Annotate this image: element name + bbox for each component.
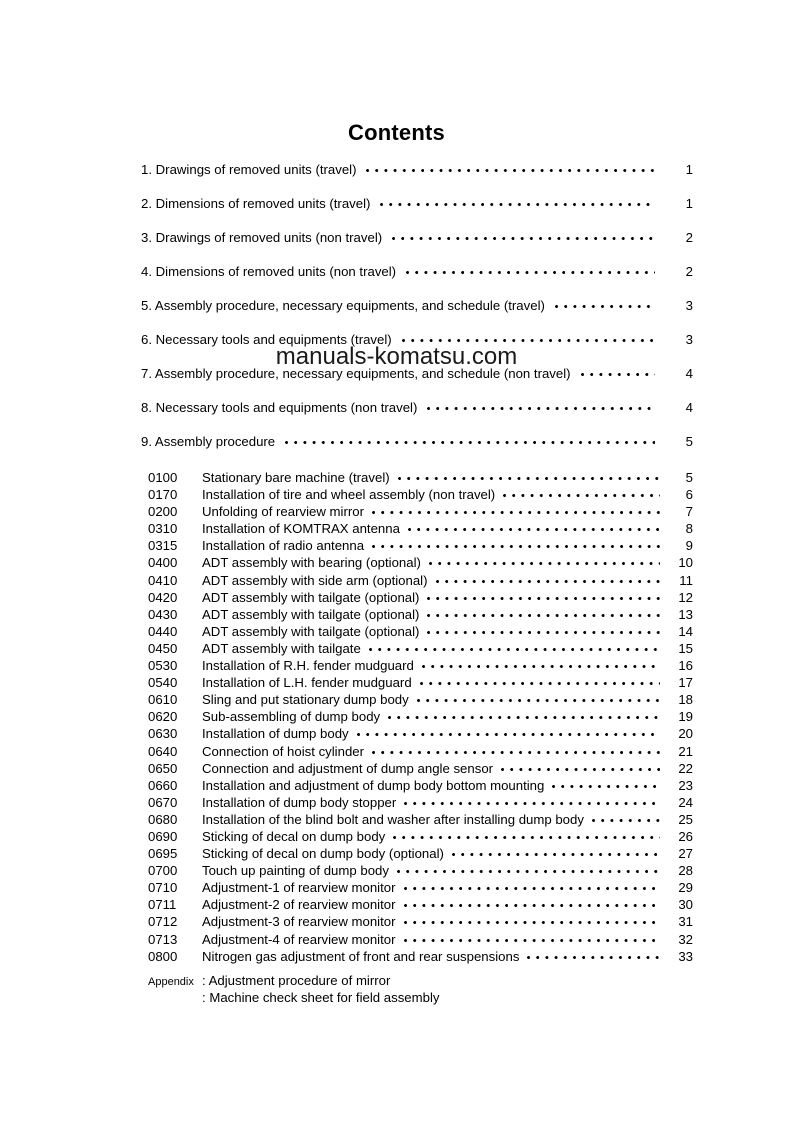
toc-chapter-row[interactable] [141,263,693,297]
dot-leader [420,674,660,687]
dot-leader [408,520,660,533]
toc-procedure-page-number: 28 [678,863,693,879]
toc-procedure-code: 0640 [148,743,178,759]
toc-procedure-row[interactable] [148,572,693,589]
procedure-list [148,469,693,965]
toc-chapter-page-number: 3 [685,298,693,313]
toc-procedure-code: 0660 [148,777,178,793]
toc-procedure-code: 0630 [148,726,178,742]
dot-leader [503,486,660,499]
toc-procedure-label: Adjustment-4 of rearview monitor [202,931,396,947]
toc-procedure-label: Adjustment-3 of rearview monitor [202,914,396,930]
dot-leader [501,760,660,773]
dot-leader [427,399,655,412]
toc-procedure-row[interactable] [148,725,693,742]
toc-chapter-page-number: 4 [685,400,693,415]
toc-procedure-code: 0700 [148,863,178,879]
dot-leader [427,589,660,602]
watermark: manuals-komatsu.com [275,343,518,370]
dot-leader [372,503,660,516]
dot-leader [398,469,660,482]
toc-chapter-label: 8. Necessary tools and equipments (non travel) [141,400,418,415]
toc-procedure-row[interactable] [148,623,693,640]
toc-procedure-row[interactable] [148,503,693,520]
dot-leader [581,365,655,378]
toc-procedure-code: 0690 [148,828,178,844]
toc-chapter-page-number: 2 [685,230,693,245]
toc-chapter-row[interactable] [141,433,693,467]
toc-chapter-label: 4. Dimensions of removed units (non travel) [141,264,397,279]
toc-procedure-page-number: 7 [685,504,693,520]
toc-procedure-row[interactable] [148,948,693,965]
toc-procedure-row[interactable] [148,913,693,930]
toc-procedure-label: Installation of dump body stopper [202,794,397,810]
dot-leader [388,708,660,721]
toc-procedure-page-number: 32 [678,931,693,947]
toc-procedure-code: 0315 [148,538,178,554]
toc-procedure-row[interactable] [148,708,693,725]
toc-procedure-row[interactable] [148,760,693,777]
toc-procedure-label: Unfolding of rearview mirror [202,504,364,520]
toc-procedure-page-number: 12 [678,589,693,605]
toc-chapter-label: 1. Drawings of removed units (travel) [141,162,357,177]
dot-leader [366,161,655,174]
toc-chapter-row[interactable] [141,297,693,331]
toc-procedure-label: ADT assembly with tailgate (optional) [202,623,420,639]
dot-leader [527,948,660,961]
dot-leader [404,931,661,944]
page-title: Contents [348,120,445,145]
toc-procedure-label: Sticking of decal on dump body (optional) [202,846,444,862]
dot-leader [404,794,660,807]
toc-chapter-page-number: 2 [685,264,693,279]
appendix-value: : Machine check sheet for field assembly [202,990,440,1006]
toc-procedure-code: 0710 [148,880,178,896]
toc-procedure-row[interactable] [148,520,693,537]
dot-leader [406,263,655,276]
toc-procedure-page-number: 24 [678,794,693,810]
dot-leader [285,433,655,446]
dot-leader [402,331,655,344]
toc-chapter-row[interactable] [141,161,693,195]
toc-procedure-page-number: 23 [678,777,693,793]
toc-procedure-code: 0310 [148,521,178,537]
toc-procedure-page-number: 6 [685,487,693,503]
toc-procedure-page-number: 8 [685,521,693,537]
toc-procedure-code: 0420 [148,589,178,605]
toc-procedure-page-number: 20 [678,726,693,742]
toc-procedure-row[interactable] [148,486,693,503]
toc-procedure-row[interactable] [148,828,693,845]
toc-procedure-code: 0650 [148,760,178,776]
dot-leader [452,845,660,858]
toc-procedure-row[interactable] [148,777,693,794]
toc-procedure-code: 0680 [148,811,178,827]
appendix-list [148,973,693,1007]
toc-chapter-row[interactable] [141,331,693,365]
toc-procedure-row[interactable] [148,845,693,862]
toc-chapter-row[interactable] [141,195,693,229]
toc-procedure-code: 0430 [148,606,178,622]
toc-procedure-code: 0530 [148,658,178,674]
toc-procedure-row[interactable] [148,862,693,879]
toc-procedure-page-number: 15 [678,640,693,656]
toc-procedure-page-number: 11 [679,572,693,588]
toc-procedure-label: ADT assembly with tailgate (optional) [202,589,420,605]
toc-procedure-row[interactable] [148,674,693,691]
toc-procedure-page-number: 10 [678,555,693,571]
toc-procedure-label: Adjustment-2 of rearview monitor [202,897,396,913]
toc-procedure-page-number: 19 [678,709,693,725]
toc-chapter-row[interactable] [141,399,693,433]
toc-procedure-label: Connection and adjustment of dump angle sensor [202,760,494,776]
toc-procedure-code: 0620 [148,709,178,725]
toc-chapter-label: 6. Necessary tools and equipments (travel) [141,332,392,347]
toc-procedure-code: 0800 [148,948,178,964]
dot-leader [397,862,660,875]
toc-procedure-row[interactable] [148,743,693,760]
toc-chapter-label: 3. Drawings of removed units (non travel) [141,230,383,245]
toc-procedure-code: 0450 [148,640,178,656]
toc-procedure-row[interactable] [148,811,693,828]
toc-procedure-row[interactable] [148,896,693,913]
toc-procedure-code: 0712 [148,914,178,930]
toc-chapter-label: 5. Assembly procedure, necessary equipments, and schedule (travel) [141,298,545,313]
toc-chapter-label: 9. Assembly procedure [141,434,276,449]
toc-procedure-page-number: 22 [678,760,693,776]
toc-procedure-code: 0713 [148,931,178,947]
toc-chapter-row[interactable] [141,365,693,399]
toc-procedure-row[interactable] [148,469,693,486]
toc-procedure-row[interactable] [148,640,693,657]
toc-procedure-row[interactable] [148,931,693,948]
toc-procedure-page-number: 18 [678,692,693,708]
toc-procedure-code: 0170 [148,487,178,503]
dot-leader [436,572,661,585]
toc-procedure-page-number: 31 [678,914,693,930]
toc-procedure-code: 0100 [148,470,178,485]
dot-leader [422,657,660,670]
toc-chapter-page-number: 3 [685,332,693,347]
toc-procedure-label: ADT assembly with side arm (optional) [202,572,428,588]
toc-procedure-label: Stationary bare machine (travel) [202,470,390,485]
toc-procedure-row[interactable] [148,606,693,623]
toc-procedure-code: 0440 [148,623,178,639]
toc-procedure-label: Installation of the blind bolt and washer after installing dump body [202,811,584,827]
toc-chapter-page-number: 5 [685,434,693,449]
toc-procedure-label: Installation of dump body [202,726,349,742]
dot-leader [404,896,661,909]
toc-procedure-row[interactable] [148,537,693,554]
dot-leader [393,828,660,841]
toc-procedure-row[interactable] [148,554,693,571]
toc-procedure-code: 0540 [148,675,178,691]
toc-chapter-row[interactable] [141,229,693,263]
toc-procedure-label: Sling and put stationary dump body [202,692,409,708]
toc-procedure-label: Installation of R.H. fender mudguard [202,658,414,674]
toc-procedure-page-number: 17 [678,675,693,691]
dot-leader [369,640,660,653]
toc-procedure-page-number: 9 [685,538,693,554]
toc-procedure-label: ADT assembly with tailgate (optional) [202,606,420,622]
toc-procedure-code: 0695 [148,846,178,862]
appendix-label: Appendix [148,976,194,988]
toc-procedure-page-number: 13 [678,606,693,622]
toc-procedure-code: 0400 [148,555,178,571]
toc-procedure-row[interactable] [148,657,693,674]
dot-leader [404,913,661,926]
toc-procedure-label: Installation and adjustment of dump body bottom mounting [202,777,545,793]
toc-procedure-row[interactable] [148,589,693,606]
toc-procedure-row[interactable] [148,794,693,811]
toc-procedure-code: 0410 [148,572,178,588]
dot-leader [592,811,660,824]
toc-procedure-page-number: 30 [678,897,693,913]
toc-procedure-code: 0711 [148,897,177,913]
dot-leader [555,297,655,310]
appendix-row[interactable] [148,973,693,990]
dot-leader [380,195,655,208]
toc-procedure-row[interactable] [148,691,693,708]
toc-chapter-page-number: 1 [685,162,693,177]
toc-chapter-page-number: 4 [685,366,693,381]
toc-procedure-label: Sticking of decal on dump body [202,828,386,844]
toc-procedure-label: ADT assembly with tailgate [202,640,361,656]
toc-procedure-page-number: 14 [678,623,693,639]
dot-leader [429,554,660,567]
dot-leader [427,606,660,619]
toc-procedure-page-number: 29 [678,880,693,896]
dot-leader [427,623,660,636]
dot-leader [392,229,655,242]
toc-chapter-label: 2. Dimensions of removed units (travel) [141,196,371,211]
toc-procedure-label: Installation of radio antenna [202,538,365,554]
toc-chapter-page-number: 1 [685,196,693,211]
toc-procedure-label: Sub-assembling of dump body [202,709,381,725]
toc-procedure-page-number: 5 [685,470,693,485]
chapter-list [141,161,693,467]
toc-procedure-page-number: 26 [678,828,693,844]
dot-leader [552,777,660,790]
toc-procedure-page-number: 33 [678,948,693,964]
dot-leader [372,743,660,756]
appendix-row[interactable] [148,990,693,1007]
toc-procedure-label: Installation of tire and wheel assembly (non travel) [202,487,496,503]
dot-leader [357,725,660,738]
toc-procedure-page-number: 16 [678,658,693,674]
toc-procedure-code: 0610 [148,692,178,708]
dot-leader [417,691,660,704]
toc-procedure-row[interactable] [148,879,693,896]
toc-procedure-label: Nitrogen gas adjustment of front and rear suspensions [202,948,520,964]
toc-procedure-page-number: 25 [678,811,693,827]
dot-leader [372,537,660,550]
toc-procedure-label: Touch up painting of dump body [202,863,389,879]
toc-procedure-page-number: 21 [678,743,693,759]
toc-procedure-code: 0200 [148,504,178,520]
dot-leader [404,879,661,892]
toc-procedure-label: Connection of hoist cylinder [202,743,365,759]
toc-procedure-label: ADT assembly with bearing (optional) [202,555,421,571]
appendix-value: : Adjustment procedure of mirror [202,973,391,988]
toc-procedure-page-number: 27 [678,846,693,862]
toc-chapter-label: 7. Assembly procedure, necessary equipments, and schedule (non travel) [141,366,571,381]
toc-procedure-label: Installation of L.H. fender mudguard [202,675,412,691]
toc-procedure-label: Adjustment-1 of rearview monitor [202,880,396,896]
toc-procedure-code: 0670 [148,794,178,810]
toc-procedure-label: Installation of KOMTRAX antenna [202,521,400,537]
